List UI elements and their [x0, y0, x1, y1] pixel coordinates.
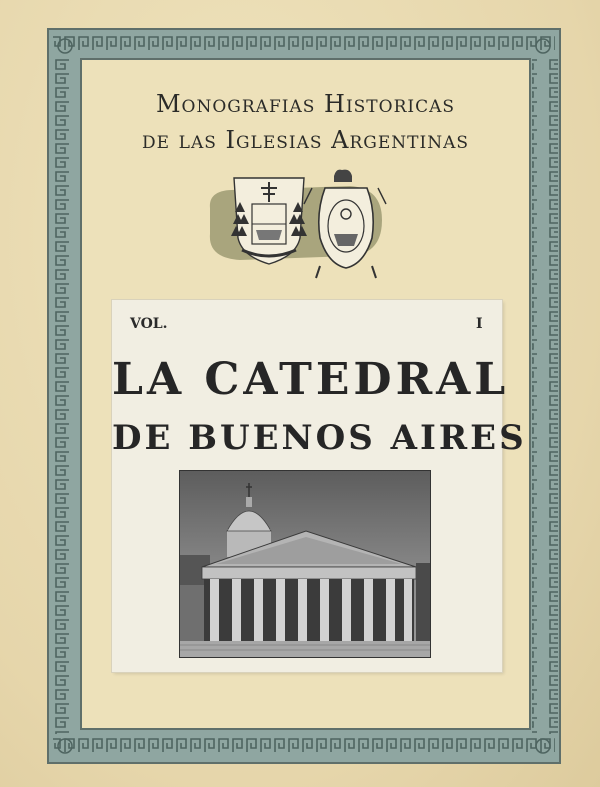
cathedral-image-icon: [180, 471, 430, 657]
volume-number: I: [476, 316, 483, 332]
coats-of-arms: [200, 168, 390, 280]
volume-label: VOL.: [130, 316, 168, 332]
series-title-line-2: de las Iglesias Argentinas: [141, 126, 470, 154]
series-title-line-1: Monografias Historicas: [155, 90, 456, 118]
cathedral-photo: [179, 470, 431, 658]
series-title: [80, 86, 531, 158]
book-title-line-2: DE BUENOS AIRES: [112, 418, 527, 458]
book-title-line-1: LA CATEDRAL: [112, 354, 510, 405]
archbishop-coat-of-arms-icon: [231, 178, 307, 264]
